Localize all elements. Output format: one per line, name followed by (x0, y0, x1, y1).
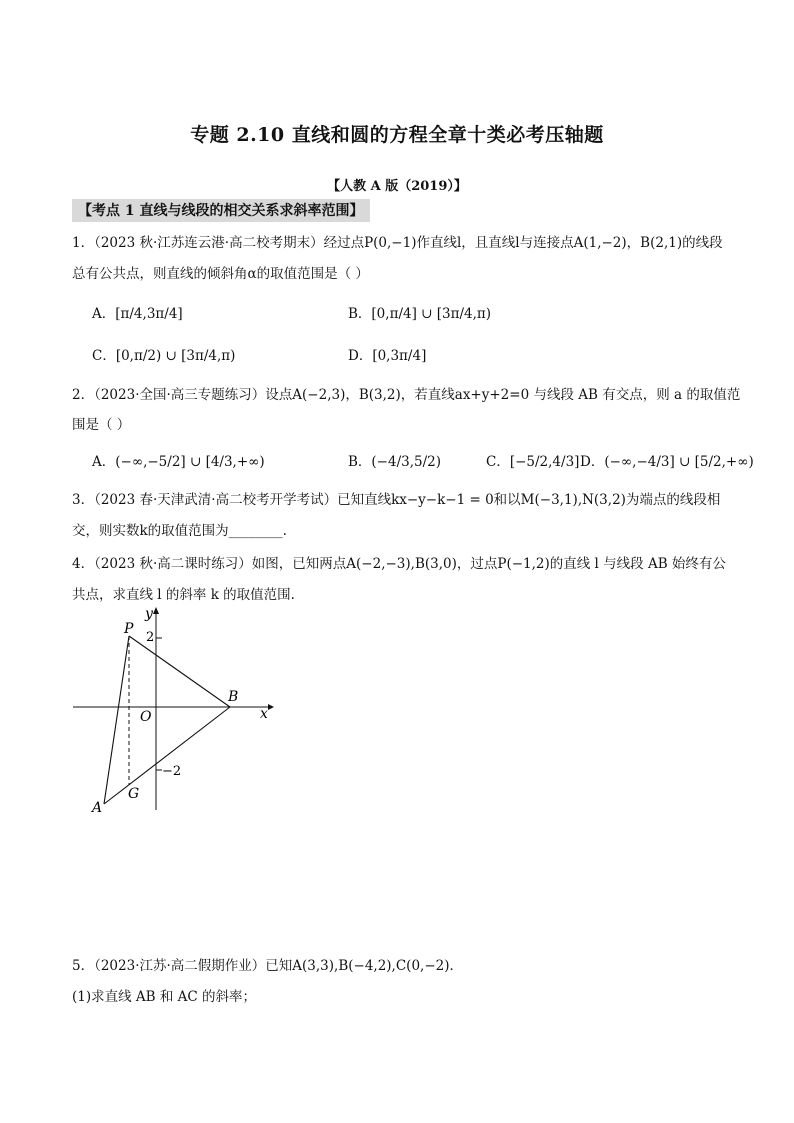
q3-line2: 交，则实数k的取值范围为________. (72, 523, 287, 539)
q1-option-b: B．[0,π/4] ∪ [3π/4,π) (348, 306, 492, 322)
q1-option-c: C．[0,π/2) ∪ [3π/4,π) (92, 348, 236, 364)
y-axis-arrow (153, 607, 159, 614)
section-heading-kaodian-1: 【考点 1 直线与线段的相交关系求斜率范围】 (72, 199, 370, 222)
q2-option-a: A．(−∞,−5/2] ∪ [4/3,+∞) (92, 454, 265, 470)
edition-label: 【人教 A 版（2019）】 (327, 179, 467, 194)
segment-PB (129, 636, 230, 707)
x-axis-arrow (268, 704, 274, 710)
segment-AB (104, 707, 230, 804)
label-minus-2: −2 (162, 764, 182, 779)
q1-option-a: A．[π/4,3π/4] (92, 306, 183, 322)
label-P: P (124, 621, 134, 637)
q5-line1: 5．（2023·江苏·高二假期作业）已知A(3,3),B(−4,2),C(0,−2)． (72, 958, 463, 974)
q2-line1: 2．（2023·全国·高三专题练习）设点A(−2,3)，B(3,2)，若直线ax+y+2=0 与线段 AB 有交点，则 a 的取值范 (72, 387, 741, 403)
label-G: G (128, 786, 140, 802)
q4-line1: 4．（2023 秋·高二课时练习）如图，已知两点A(−2,−3),B(3,0)，过点P(−1,2)的直线 l 与线段 AB 始终有公 (72, 556, 726, 572)
q2-option-c: C．[−5/2,4/3] (486, 454, 580, 470)
q4-figure (70, 605, 290, 820)
q4-line2: 共点，求直线 l 的斜率 k 的取值范围. (72, 587, 295, 603)
label-O: O (140, 709, 152, 725)
q1-line1: 1．（2023 秋·江苏连云港·高二校考期末）经过点P(0,−1)作直线l，且直线l与连接点A(1,−2)，B(2,1)的线段 (72, 235, 723, 251)
q2-line2: 围是（ ） (72, 417, 131, 433)
label-x: x (260, 706, 268, 722)
q2-option-d: D．(−∞,−4/3] ∪ [5/2,+∞) (580, 454, 754, 470)
q2-option-b: B．(−4/3,5/2) (348, 454, 442, 470)
q1-line2: 总有公共点，则直线的倾斜角α的取值范围是（ ） (72, 266, 369, 282)
label-B: B (228, 689, 239, 705)
q1-option-d: D．[0,3π/4] (348, 348, 427, 364)
q5-line2: (1)求直线 AB 和 AC 的斜率； (72, 989, 257, 1005)
label-2: 2 (146, 630, 155, 645)
q3-line1: 3．（2023 春·天津武清·高二校考开学考试）已知直线kx−y−k−1 = 0和以M(−3,1),N(3,2)为端点的线段相 (72, 492, 721, 508)
segment-PA (104, 636, 129, 804)
label-y: y (145, 606, 153, 622)
page-title: 专题 2.10 直线和圆的方程全章十类必考压轴题 (190, 124, 604, 146)
label-A: A (92, 800, 103, 816)
